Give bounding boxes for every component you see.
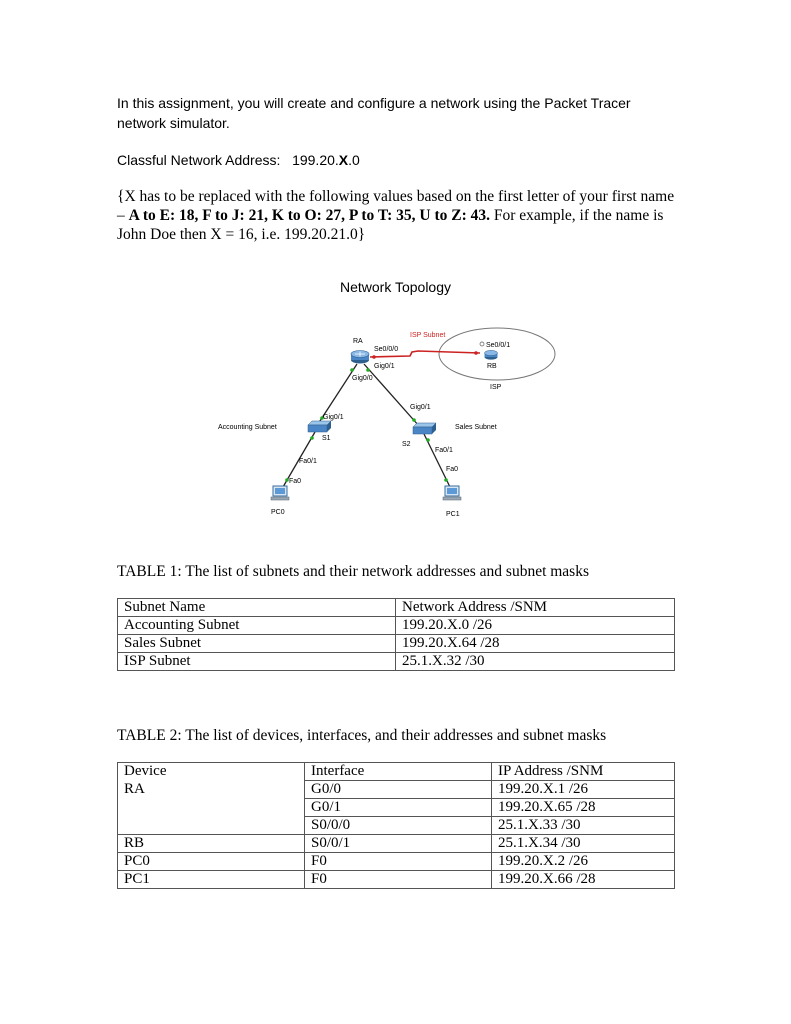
label-pc0: PC0	[271, 509, 285, 516]
port-dot	[474, 351, 478, 355]
intro-paragraph: In this assignment, you will create and configure a network using the Packet Tracer network simulator.	[117, 95, 631, 131]
table-row	[118, 871, 675, 889]
label-s1: S1	[322, 435, 331, 442]
router-rb-icon[interactable]	[485, 350, 498, 359]
label-ra-se000: Se0/0/0	[374, 346, 399, 353]
table-cell: PC1	[118, 871, 305, 889]
clock-icon	[480, 342, 484, 346]
table-header-row	[118, 599, 675, 617]
label-s2-fa01: Fa0/1	[435, 447, 453, 454]
table-header-cell: Subnet Name	[118, 599, 396, 617]
label-rb-se001: Se0/0/1	[486, 342, 511, 349]
table-cell: RA	[118, 781, 305, 799]
port-dot	[412, 418, 416, 422]
topology-title: Network Topology	[339, 279, 452, 295]
table-cell: F0	[305, 853, 492, 871]
table1-caption: TABLE 1: The list of subnets and their network addresses and subnet masks	[117, 563, 590, 580]
classful-variable: X	[338, 152, 349, 168]
subnets-table	[117, 598, 675, 671]
label-s1-gig01: Gig0/1	[323, 414, 344, 421]
label-s1-fa01: Fa0/1	[299, 458, 317, 465]
table-cell: 199.20.X.1 /26	[492, 781, 675, 799]
table-row	[118, 653, 675, 671]
table-cell: F0	[305, 871, 492, 889]
port-dot	[444, 478, 448, 482]
table-row	[118, 617, 675, 635]
table-cell: 199.20.X.2 /26	[492, 853, 675, 871]
devices-table	[117, 762, 675, 889]
table-cell	[118, 817, 305, 835]
switch-s1-icon[interactable]	[308, 421, 331, 432]
label-pc1-fa0: Fa0	[446, 466, 459, 473]
table-header-cell: Interface	[305, 763, 492, 781]
table-row	[118, 781, 675, 799]
label-accounting-subnet: Accounting Subnet	[218, 424, 277, 431]
classful-label: Classful Network Address:	[117, 152, 281, 168]
note-ranges: A to E: 18, F to J: 21, K to O: 27, P to T: 35, U to Z: 43.	[128, 207, 490, 224]
label-pc0-fa0: Fa0	[289, 478, 302, 485]
table-header-cell: IP Address /SNM	[492, 763, 675, 781]
table-cell: 25.1.X.33 /30	[492, 817, 675, 835]
port-dot	[426, 438, 430, 442]
classful-prefix: 199.20.	[292, 152, 339, 168]
table-cell: G0/1	[305, 799, 492, 817]
table-cell: S0/0/1	[305, 835, 492, 853]
table-cell: 25.1.X.34 /30	[492, 835, 675, 853]
table-row	[118, 799, 675, 817]
label-ra-gig00: Gig0/0	[352, 375, 373, 382]
classful-suffix: .0	[348, 152, 360, 168]
pc0-icon[interactable]	[271, 486, 289, 500]
table-header-cell: Network Address /SNM	[396, 599, 675, 617]
switch-s2-icon[interactable]	[413, 423, 436, 434]
note-open: {X has to be replaced with the following values based on the first letter of your first name –	[117, 188, 675, 224]
label-s2-gig01: Gig0/1	[410, 404, 431, 411]
table-row	[118, 853, 675, 871]
label-isp-subnet: ISP Subnet	[410, 332, 446, 339]
label-pc1: PC1	[446, 511, 460, 518]
label-ra-gig01: Gig0/1	[374, 363, 395, 370]
link-ra-s2	[364, 364, 419, 426]
note-tail: For example, if the name is John Doe then X = 16, i.e. 199.20.21.0}	[117, 207, 664, 243]
table-cell: 199.20.X.65 /28	[492, 799, 675, 817]
label-sales-subnet: Sales Subnet	[455, 424, 497, 431]
table-cell: S0/0/0	[305, 817, 492, 835]
label-rb: RB	[487, 363, 497, 370]
table-cell: PC0	[118, 853, 305, 871]
table-cell: ISP Subnet	[118, 653, 396, 671]
table-cell: G0/0	[305, 781, 492, 799]
table-row	[118, 817, 675, 835]
port-dot	[372, 355, 376, 359]
label-s2: S2	[402, 441, 411, 448]
table-row	[118, 635, 675, 653]
table-cell: 25.1.X.32 /30	[396, 653, 675, 671]
table-cell: 199.20.X.64 /28	[396, 635, 675, 653]
table-header-cell: Device	[118, 763, 305, 781]
pc1-icon[interactable]	[443, 486, 461, 500]
port-dot	[310, 436, 314, 440]
table-cell: Accounting Subnet	[118, 617, 396, 635]
port-dot	[366, 368, 370, 372]
label-ra: RA	[353, 338, 363, 345]
label-isp: ISP	[490, 384, 502, 391]
table-cell: RB	[118, 835, 305, 853]
table-cell: 199.20.X.66 /28	[492, 871, 675, 889]
table-cell: Sales Subnet	[118, 635, 396, 653]
table-row	[118, 835, 675, 853]
port-dot	[350, 368, 354, 372]
router-ra-icon[interactable]	[351, 351, 369, 364]
table-cell	[118, 799, 305, 817]
table2-caption: TABLE 2: The list of devices, interfaces, and their addresses and subnet masks	[117, 727, 607, 744]
table-header-row	[118, 763, 675, 781]
table-cell: 199.20.X.0 /26	[396, 617, 675, 635]
